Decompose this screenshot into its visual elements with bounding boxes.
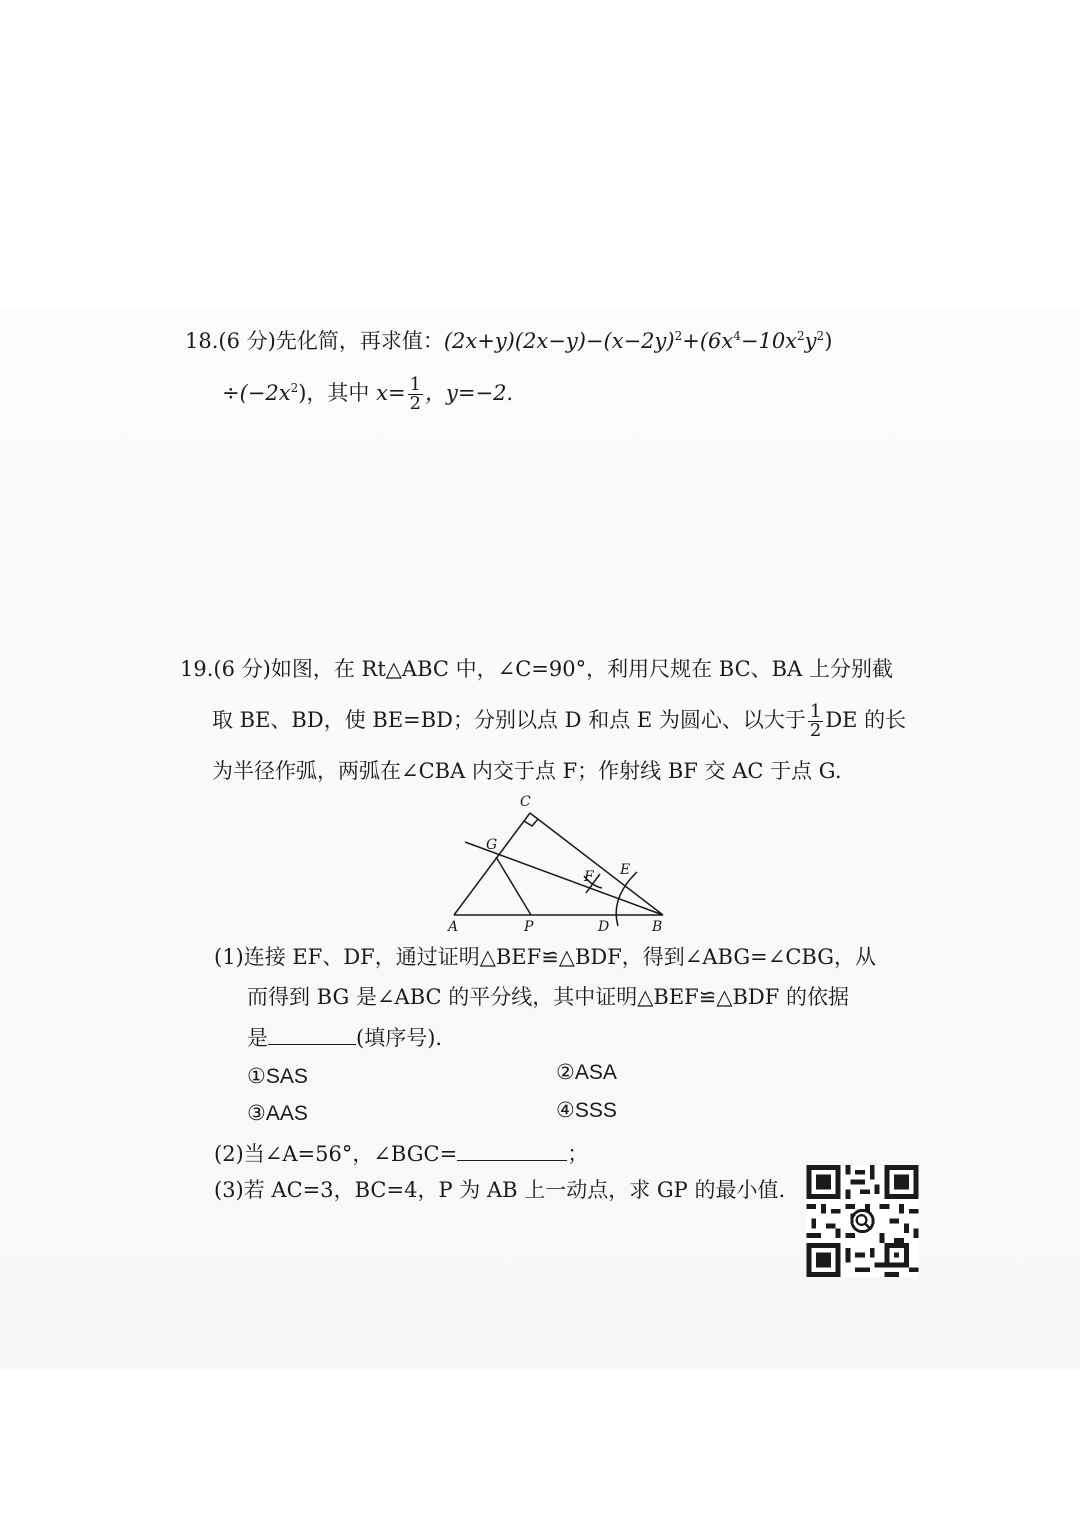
q18-line2-a: ÷(−2x: [222, 381, 291, 405]
q19-part1-line2: [247, 982, 849, 1012]
q18-expr-1: (2x+y)(2x−y)−(x−2y): [443, 329, 675, 353]
q18-number: 18.: [185, 329, 219, 353]
q19-text-3: 为半径作弧，两弧在∠CBA 内交于点 F；作射线 BF 交 AC 于点 G.: [212, 759, 842, 783]
q19-score: (6 分): [213, 657, 271, 681]
q18-y-part: ，y=−2.: [425, 381, 514, 405]
label-f: F: [584, 869, 594, 885]
label-p: P: [524, 919, 534, 935]
q18-frac-den: 2: [409, 393, 422, 414]
q18-expr-2: +(6x: [682, 329, 734, 353]
option-4: ④SSS: [556, 1099, 617, 1122]
q18-exp-2b: 2: [816, 329, 825, 343]
q18-x-eq: x=: [376, 381, 406, 405]
q18-exp-2a: 2: [797, 329, 805, 343]
q19-part3-text: (3)若 AC=3，BC=4，P 为 AB 上一动点，求 GP 的最小值.: [214, 1178, 786, 1202]
label-b: B: [652, 919, 663, 935]
q19-part1-text1: (1)连接 EF、DF，通过证明△BEF≌△BDF，得到∠ABG=∠CBG，从: [214, 945, 877, 969]
q19-part1-line1: [214, 942, 876, 972]
q18-exp-4: 4: [733, 329, 741, 343]
q18-expr-5: ): [824, 329, 833, 353]
q18-expr-3: −10x: [740, 329, 798, 353]
q19-line3: [212, 756, 842, 786]
q18-line2-b: )，其中: [298, 381, 377, 405]
q18-expr-4: y: [804, 329, 817, 353]
q19-part3: [214, 1175, 785, 1205]
q18-exp-sq: 2: [674, 329, 683, 343]
side-ac: [454, 813, 530, 915]
q18-fraction: [408, 376, 423, 413]
label-e: E: [620, 862, 631, 878]
q18-lead: 先化简，再求值：: [275, 329, 444, 353]
q19-line1: [180, 654, 893, 684]
label-g: G: [486, 837, 498, 853]
q19-text-1: 如图，在 Rt△ABC 中，∠C=90°，利用尺规在 BC、BA 上分别截: [270, 657, 893, 681]
q19-part2-text-a: (2)当∠A=56°，∠BGC=: [214, 1142, 458, 1166]
qr-code-graphic: [805, 1165, 920, 1277]
q19-part2: [214, 1138, 588, 1169]
q19-part1-text3b: (填序号).: [356, 1026, 443, 1050]
q19-frac-num: 1: [809, 701, 822, 722]
qr-code: [805, 1165, 920, 1277]
right-angle-mark: [524, 819, 538, 826]
label-c: C: [520, 794, 531, 810]
q19-part1-text2: 而得到 BG 是∠ABC 的平分线，其中证明△BEF≌△BDF 的依据: [247, 985, 850, 1009]
q19-part2-answer-blank[interactable]: [457, 1138, 567, 1161]
q19-number: 19.: [180, 657, 214, 681]
segment-gp: [496, 857, 531, 915]
q18-exp-2c: 2: [290, 381, 299, 395]
q19-text-2b: DE 的长: [825, 708, 907, 732]
option-2: ②ASA: [556, 1061, 617, 1084]
q19-line2: [212, 703, 906, 740]
q19-part1-text3a: 是: [247, 1026, 268, 1050]
q19-part2-text-b: ；: [567, 1142, 589, 1166]
label-a: A: [448, 919, 459, 935]
label-d: D: [598, 919, 610, 935]
q18-line2: [222, 376, 513, 413]
q18-score: (6 分): [218, 329, 276, 353]
q18-line1: [185, 326, 832, 356]
q19-frac-den: 2: [809, 720, 822, 741]
triangle-figure: [440, 790, 680, 940]
q19-part1-answer-blank[interactable]: [268, 1022, 356, 1045]
side-bc: [530, 813, 663, 915]
option-3: ③AAS: [247, 1102, 308, 1125]
arc-de: [616, 872, 637, 926]
q18-frac-num: 1: [409, 374, 422, 395]
q19-text-2a: 取 BE、BD，使 BE=BD；分别以点 D 和点 E 为圆心、以大于: [212, 708, 806, 732]
option-1: ①SAS: [247, 1065, 308, 1088]
q19-part1-line3: [247, 1022, 442, 1053]
q19-fraction: [808, 703, 823, 740]
